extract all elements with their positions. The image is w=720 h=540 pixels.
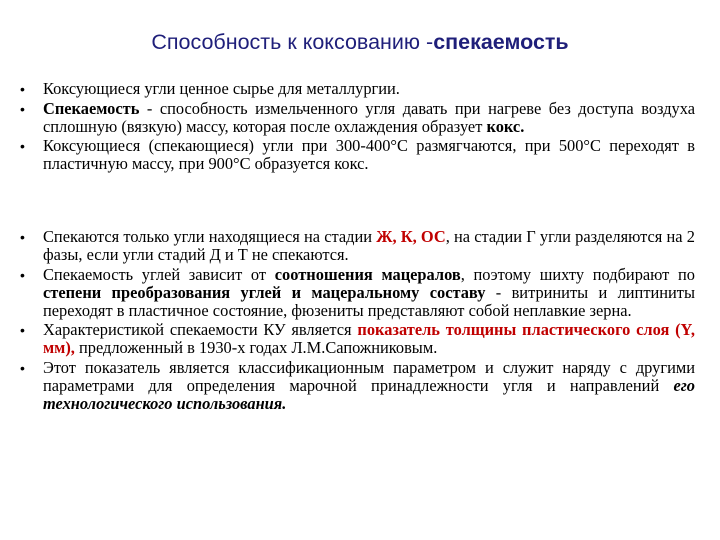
bullet-list-top [20,80,695,175]
bullet-icon: • [20,229,25,245]
bullet-icon: • [20,138,25,154]
bullet-item-3 [20,137,695,173]
bullet-list-bottom [20,228,695,414]
bullet-item-2 [20,100,695,136]
title-bold: спекаемость [433,30,569,54]
bullet-bold-term: соотношения мацералов [274,264,461,284]
bullet-text: Спекаемость углей зависит от [43,264,275,284]
bullet-item-1 [20,80,695,98]
bullet-item-5 [20,266,695,320]
bullet-text: , поэтому шихту подбирают по [460,264,695,284]
bullet-bold-italic: его технологического использования. [43,375,695,413]
bullet-highlight: Ж, К, ОС [376,227,446,246]
bullet-text: Коксующиеся угли ценное сырье для металлургии. [43,79,400,98]
bullet-icon: • [20,266,25,283]
bullet-item-4 [20,228,695,264]
bullet-icon: • [20,359,25,376]
bullet-text: - витриниты и липтиниты переходят в пластичное состояние, фюзениты представляют собой неплавкие зерна. [43,282,695,320]
bullet-icon: • [20,322,25,338]
bullet-icon: • [20,81,25,97]
bullet-text: , на стадии Г угли разделяются на 2 фазы, если угли стадий Д и Т не спекаются. [43,227,695,264]
bullet-icon: • [20,100,25,117]
bullet-bold-term: степени преобразования углей и мацеральному составу [43,282,486,302]
bullet-bold-term: Спекаемость [43,98,140,118]
bullet-text: Характеристикой спекаемости КУ является [43,320,358,339]
bullet-text: Спекаются только угли находящиеся на стадии [43,227,377,246]
bullet-text: - способность измельченного угля давать при нагреве без доступа воздуха сплошную (вязкую) массу, которая после охлаждения образует [43,98,695,136]
bullet-item-6 [20,321,695,357]
bullet-text: Этот показатель является классификационным параметром и служит наряду с другими параметрами для определения марочной принадлежности угля и направлений [43,357,695,395]
title-normal: Способность к коксованию - [151,30,434,54]
bullet-item-7 [20,359,695,413]
slide-title [0,30,720,55]
bullet-bold-term: кокс. [486,116,525,136]
bullet-text: Коксующиеся (спекающиеся) угли при 300-400°С размягчаются, при 500°С переходят в пластичную массу, при 900°С образуется кокс. [43,136,695,173]
bullet-highlight: показатель толщины пластического слоя (Y, мм), [43,320,695,357]
bullet-text: предложенный в 1930-х годах Л.М.Сапожниковым. [74,338,438,357]
